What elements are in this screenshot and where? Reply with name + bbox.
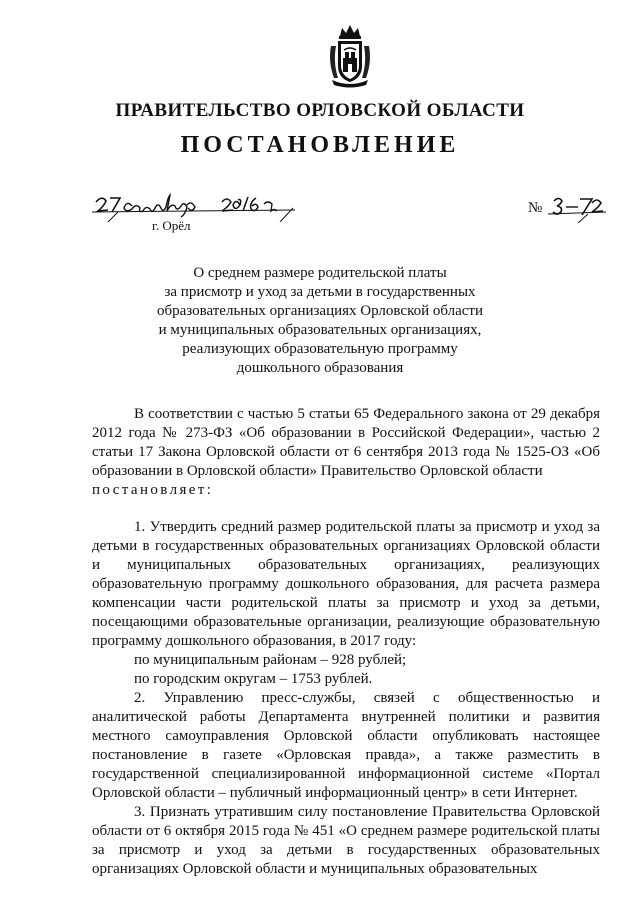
- resolves-word: постановляет:: [92, 482, 214, 498]
- item-2-paragraph: 2. Управлению пресс-службы, связей с общественностью и аналитической работы Департамента внутренней политики и развития местного самоуправления Орловской области опубликовать настоящее постановление в газете «Орловская правда», а также разместить в государственной специализированной информационной системе «Портал Орловской области – публичный информационный центр» в сети Интернет.: [92, 690, 600, 801]
- preamble-paragraph: В соответствии с частью 5 статьи 65 Федерального закона от 29 декабря 2012 года № 273-ФЗ «Об образовании в Российской Федерации», частью 2 статьи 17 Закона Орловской области от 6 сентября 2013 года № 1525-ОЗ «Об образовании в Орловской области» Правительство Орловской области: [92, 406, 600, 479]
- subject-line: за присмотр и уход за детьми в государственных: [164, 284, 476, 300]
- coat-of-arms-emblem: [326, 22, 374, 90]
- handwritten-number: [548, 193, 608, 223]
- document-body: [92, 405, 600, 879]
- item-3-paragraph: 3. Признать утратившим силу постановление Правительства Орловской области от 6 октября 2015 года № 451 «О среднем размере родительской платы за присмотр и уход за детьми в государственных образовательных организациях Орловской области и муниципальных образовательных: [92, 804, 600, 877]
- subject-line: и муниципальных образовательных организациях,: [158, 322, 482, 338]
- subject-line: реализующих образовательную программу: [182, 341, 458, 357]
- subject-line: О среднем размере родительской платы: [193, 265, 447, 281]
- item-1-districts: по муниципальным районам – 928 рублей;: [134, 652, 407, 668]
- item-1-city-districts: по городским округам – 1753 рублей.: [134, 671, 373, 687]
- item-1-paragraph: 1. Утвердить средний размер родительской платы за присмотр и уход за детьми в государственных образовательных организациях Орловской области и муниципальных образовательных организациях, реализующих образовательную программу дошкольного образования, для расчета размера компенсации части родительской платы за присмотр и уход за детьми, посещающими образовательные организации, реализующие образовательную программу дошкольного образования, в 2017 году:: [92, 519, 600, 649]
- handwritten-date: [90, 192, 300, 222]
- government-title: ПРАВИТЕЛЬСТВО ОРЛОВСКОЙ ОБЛАСТИ: [115, 100, 525, 121]
- number-label: №: [528, 200, 543, 216]
- document-type-title: ПОСТАНОВЛЕНИЕ: [180, 132, 460, 158]
- resolves-line: [92, 481, 600, 500]
- subject-line: образовательных организациях Орловской области: [156, 303, 484, 319]
- document-subject: [140, 264, 500, 378]
- subject-line: дошкольного образования: [236, 360, 404, 376]
- city-label: г. Орёл: [152, 218, 191, 233]
